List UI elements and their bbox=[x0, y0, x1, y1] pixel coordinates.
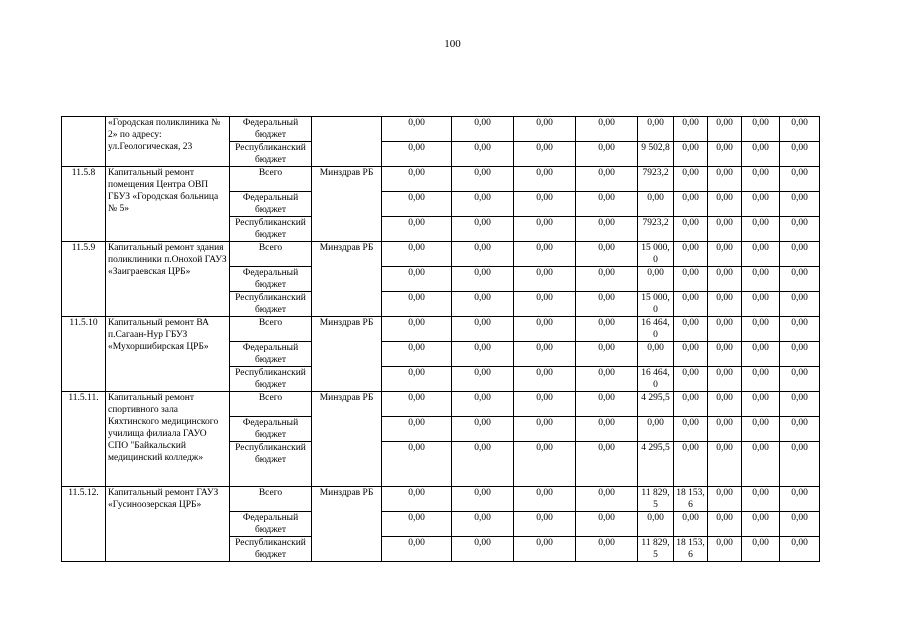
amount-cell: 0,00 bbox=[514, 142, 576, 167]
amount-cell: 0,00 bbox=[780, 342, 820, 367]
funding-source: Всего bbox=[230, 392, 312, 417]
amount-cell: 0,00 bbox=[576, 342, 638, 367]
item-code bbox=[62, 117, 106, 167]
amount-cell: 7923,2 bbox=[638, 217, 674, 242]
amount-cell: 15 000,0 bbox=[638, 292, 674, 317]
amount-cell: 0,00 bbox=[514, 167, 576, 192]
responsible-org: Минздрав РБ bbox=[312, 487, 382, 562]
amount-cell: 0,00 bbox=[780, 192, 820, 217]
amount-cell: 0,00 bbox=[674, 292, 708, 317]
funding-source: Всего bbox=[230, 242, 312, 267]
amount-cell: 0,00 bbox=[576, 392, 638, 417]
amount-cell: 0,00 bbox=[780, 242, 820, 267]
amount-cell: 0,00 bbox=[708, 392, 742, 417]
amount-cell: 0,00 bbox=[576, 217, 638, 242]
amount-cell: 0,00 bbox=[742, 442, 780, 487]
funding-source: Федеральный бюджет bbox=[230, 192, 312, 217]
amount-cell: 0,00 bbox=[780, 442, 820, 487]
item-code: 11.5.8 bbox=[62, 167, 106, 242]
amount-cell: 0,00 bbox=[638, 117, 674, 142]
amount-cell: 0,00 bbox=[742, 117, 780, 142]
amount-cell: 0,00 bbox=[638, 342, 674, 367]
page-number: 100 bbox=[444, 38, 461, 50]
amount-cell: 0,00 bbox=[514, 317, 576, 342]
amount-cell: 0,00 bbox=[674, 417, 708, 442]
amount-cell: 0,00 bbox=[742, 392, 780, 417]
amount-cell: 0,00 bbox=[742, 342, 780, 367]
table-row bbox=[62, 167, 820, 192]
amount-cell: 0,00 bbox=[674, 442, 708, 487]
amount-cell: 0,00 bbox=[638, 192, 674, 217]
amount-cell: 18 153,6 bbox=[674, 537, 708, 562]
amount-cell: 0,00 bbox=[452, 487, 514, 512]
amount-cell: 0,00 bbox=[780, 292, 820, 317]
amount-cell: 0,00 bbox=[382, 512, 452, 537]
amount-cell: 0,00 bbox=[452, 512, 514, 537]
funding-source: Республиканский бюджет bbox=[230, 292, 312, 317]
amount-cell: 0,00 bbox=[780, 537, 820, 562]
funding-source: Республиканский бюджет bbox=[230, 367, 312, 392]
amount-cell: 0,00 bbox=[708, 317, 742, 342]
amount-cell: 0,00 bbox=[780, 167, 820, 192]
funding-source: Республиканский бюджет bbox=[230, 537, 312, 562]
amount-cell: 0,00 bbox=[708, 217, 742, 242]
amount-cell: 0,00 bbox=[780, 267, 820, 292]
amount-cell: 0,00 bbox=[742, 242, 780, 267]
amount-cell: 0,00 bbox=[674, 192, 708, 217]
amount-cell: 16 464,0 bbox=[638, 367, 674, 392]
amount-cell: 0,00 bbox=[452, 317, 514, 342]
amount-cell: 0,00 bbox=[576, 267, 638, 292]
table-row bbox=[62, 117, 820, 142]
amount-cell: 0,00 bbox=[780, 417, 820, 442]
amount-cell: 0,00 bbox=[708, 192, 742, 217]
amount-cell: 0,00 bbox=[708, 417, 742, 442]
amount-cell: 0,00 bbox=[674, 217, 708, 242]
amount-cell: 0,00 bbox=[674, 142, 708, 167]
amount-cell: 0,00 bbox=[742, 317, 780, 342]
responsible-org: Минздрав РБ bbox=[312, 392, 382, 487]
amount-cell: 0,00 bbox=[674, 242, 708, 267]
amount-cell: 0,00 bbox=[382, 292, 452, 317]
amount-cell: 0,00 bbox=[576, 117, 638, 142]
amount-cell: 0,00 bbox=[742, 217, 780, 242]
amount-cell: 0,00 bbox=[638, 512, 674, 537]
amount-cell: 0,00 bbox=[742, 537, 780, 562]
amount-cell: 0,00 bbox=[742, 142, 780, 167]
amount-cell: 0,00 bbox=[382, 267, 452, 292]
amount-cell: 0,00 bbox=[382, 167, 452, 192]
amount-cell: 0,00 bbox=[514, 537, 576, 562]
table-row bbox=[62, 487, 820, 512]
amount-cell: 0,00 bbox=[452, 417, 514, 442]
amount-cell: 0,00 bbox=[708, 117, 742, 142]
funding-source: Республиканский бюджет bbox=[230, 442, 312, 487]
amount-cell: 0,00 bbox=[780, 317, 820, 342]
item-name: Капитальный ремонт помещения Центра ОВП ГБУЗ «Городская больница № 5» bbox=[106, 167, 230, 242]
amount-cell: 0,00 bbox=[382, 537, 452, 562]
funding-source: Всего bbox=[230, 167, 312, 192]
amount-cell: 0,00 bbox=[674, 342, 708, 367]
amount-cell: 0,00 bbox=[708, 292, 742, 317]
amount-cell: 0,00 bbox=[514, 267, 576, 292]
amount-cell: 0,00 bbox=[382, 417, 452, 442]
amount-cell: 0,00 bbox=[452, 392, 514, 417]
amount-cell: 0,00 bbox=[708, 242, 742, 267]
amount-cell: 0,00 bbox=[576, 142, 638, 167]
amount-cell: 0,00 bbox=[780, 512, 820, 537]
amount-cell: 0,00 bbox=[708, 442, 742, 487]
amount-cell: 0,00 bbox=[674, 367, 708, 392]
funding-source: Федеральный бюджет bbox=[230, 512, 312, 537]
amount-cell: 4 295,5 bbox=[638, 392, 674, 417]
amount-cell: 0,00 bbox=[674, 317, 708, 342]
funding-source: Республиканский бюджет bbox=[230, 142, 312, 167]
amount-cell: 0,00 bbox=[382, 317, 452, 342]
amount-cell: 0,00 bbox=[514, 292, 576, 317]
amount-cell: 0,00 bbox=[382, 367, 452, 392]
item-code: 11.5.12. bbox=[62, 487, 106, 562]
amount-cell: 0,00 bbox=[576, 417, 638, 442]
amount-cell: 0,00 bbox=[576, 537, 638, 562]
funding-source: Федеральный бюджет bbox=[230, 417, 312, 442]
amount-cell: 0,00 bbox=[514, 242, 576, 267]
funding-source: Федеральный бюджет bbox=[230, 342, 312, 367]
amount-cell: 0,00 bbox=[452, 167, 514, 192]
amount-cell: 0,00 bbox=[452, 537, 514, 562]
amount-cell: 0,00 bbox=[514, 417, 576, 442]
amount-cell: 0,00 bbox=[576, 442, 638, 487]
amount-cell: 15 000,0 bbox=[638, 242, 674, 267]
amount-cell: 0,00 bbox=[452, 242, 514, 267]
amount-cell: 0,00 bbox=[382, 342, 452, 367]
amount-cell: 0,00 bbox=[382, 442, 452, 487]
amount-cell: 0,00 bbox=[742, 417, 780, 442]
amount-cell: 0,00 bbox=[576, 192, 638, 217]
item-name: Капитальный ремонт ГАУЗ «Гусиноозерская ЦРБ» bbox=[106, 487, 230, 562]
amount-cell: 0,00 bbox=[742, 267, 780, 292]
amount-cell: 0,00 bbox=[638, 417, 674, 442]
amount-cell: 0,00 bbox=[514, 367, 576, 392]
amount-cell: 0,00 bbox=[576, 317, 638, 342]
amount-cell: 0,00 bbox=[742, 487, 780, 512]
amount-cell: 0,00 bbox=[742, 167, 780, 192]
amount-cell: 0,00 bbox=[708, 537, 742, 562]
amount-cell: 0,00 bbox=[452, 217, 514, 242]
amount-cell: 0,00 bbox=[780, 217, 820, 242]
amount-cell: 16 464,0 bbox=[638, 317, 674, 342]
amount-cell: 0,00 bbox=[452, 192, 514, 217]
amount-cell: 0,00 bbox=[708, 167, 742, 192]
amount-cell: 0,00 bbox=[780, 142, 820, 167]
amount-cell: 0,00 bbox=[576, 487, 638, 512]
amount-cell: 0,00 bbox=[576, 167, 638, 192]
amount-cell: 0,00 bbox=[742, 192, 780, 217]
responsible-org: Минздрав РБ bbox=[312, 317, 382, 392]
amount-cell: 0,00 bbox=[514, 217, 576, 242]
item-code: 11.5.11. bbox=[62, 392, 106, 487]
amount-cell: 0,00 bbox=[382, 142, 452, 167]
funding-source: Федеральный бюджет bbox=[230, 267, 312, 292]
amount-cell: 0,00 bbox=[576, 367, 638, 392]
responsible-org: Минздрав РБ bbox=[312, 167, 382, 242]
budget-table bbox=[61, 116, 820, 562]
amount-cell: 4 295,5 bbox=[638, 442, 674, 487]
amount-cell: 0,00 bbox=[452, 367, 514, 392]
amount-cell: 0,00 bbox=[674, 392, 708, 417]
amount-cell: 0,00 bbox=[576, 242, 638, 267]
amount-cell: 7923,2 bbox=[638, 167, 674, 192]
amount-cell: 0,00 bbox=[382, 487, 452, 512]
amount-cell: 0,00 bbox=[576, 512, 638, 537]
amount-cell: 0,00 bbox=[452, 342, 514, 367]
amount-cell: 0,00 bbox=[780, 392, 820, 417]
item-code: 11.5.10 bbox=[62, 317, 106, 392]
amount-cell: 0,00 bbox=[780, 487, 820, 512]
amount-cell: 0,00 bbox=[742, 367, 780, 392]
amount-cell: 0,00 bbox=[382, 217, 452, 242]
amount-cell: 0,00 bbox=[708, 342, 742, 367]
item-code: 11.5.9 bbox=[62, 242, 106, 317]
amount-cell: 0,00 bbox=[708, 512, 742, 537]
amount-cell: 0,00 bbox=[780, 117, 820, 142]
amount-cell: 0,00 bbox=[452, 142, 514, 167]
funding-source: Всего bbox=[230, 317, 312, 342]
amount-cell: 0,00 bbox=[382, 242, 452, 267]
amount-cell: 0,00 bbox=[382, 117, 452, 142]
amount-cell: 0,00 bbox=[382, 392, 452, 417]
amount-cell: 0,00 bbox=[452, 267, 514, 292]
table-row bbox=[62, 242, 820, 267]
table-row bbox=[62, 317, 820, 342]
amount-cell: 0,00 bbox=[514, 442, 576, 487]
funding-source: Республиканский бюджет bbox=[230, 217, 312, 242]
item-name: Капитальный ремонт спортивного зала Кяхтинского медицинского училища филиала ГАУО СПО "Байкальский медицинский колледж» bbox=[106, 392, 230, 487]
amount-cell: 0,00 bbox=[514, 512, 576, 537]
funding-source: Всего bbox=[230, 487, 312, 512]
amount-cell: 0,00 bbox=[452, 292, 514, 317]
amount-cell: 0,00 bbox=[674, 512, 708, 537]
amount-cell: 0,00 bbox=[452, 442, 514, 487]
amount-cell: 0,00 bbox=[674, 167, 708, 192]
amount-cell: 0,00 bbox=[514, 192, 576, 217]
amount-cell: 0,00 bbox=[742, 292, 780, 317]
amount-cell: 0,00 bbox=[382, 192, 452, 217]
amount-cell: 0,00 bbox=[742, 512, 780, 537]
amount-cell: 11 829,5 bbox=[638, 537, 674, 562]
item-name: Капитальный ремонт здания поликлиники п.Онохой ГАУЗ «Заиграевская ЦРБ» bbox=[106, 242, 230, 317]
amount-cell: 0,00 bbox=[708, 367, 742, 392]
amount-cell: 0,00 bbox=[674, 267, 708, 292]
amount-cell: 0,00 bbox=[674, 117, 708, 142]
amount-cell: 0,00 bbox=[514, 117, 576, 142]
funding-source: Федеральный бюджет bbox=[230, 117, 312, 142]
item-name: Капитальный ремонт ВА п.Сагаан-Нур ГБУЗ «Мухоршибирская ЦРБ» bbox=[106, 317, 230, 392]
amount-cell: 0,00 bbox=[780, 367, 820, 392]
amount-cell: 0,00 bbox=[514, 392, 576, 417]
responsible-org: Минздрав РБ bbox=[312, 242, 382, 317]
amount-cell: 0,00 bbox=[708, 142, 742, 167]
amount-cell: 0,00 bbox=[708, 487, 742, 512]
table-row bbox=[62, 392, 820, 417]
amount-cell: 0,00 bbox=[514, 342, 576, 367]
amount-cell: 18 153,6 bbox=[674, 487, 708, 512]
amount-cell: 0,00 bbox=[452, 117, 514, 142]
item-name: «Городская поликлиника № 2» по адресу: ул.Геологическая, 23 bbox=[106, 117, 230, 167]
amount-cell: 0,00 bbox=[514, 487, 576, 512]
responsible-org bbox=[312, 117, 382, 167]
amount-cell: 0,00 bbox=[638, 267, 674, 292]
amount-cell: 0,00 bbox=[708, 267, 742, 292]
amount-cell: 0,00 bbox=[576, 292, 638, 317]
amount-cell: 9 502,8 bbox=[638, 142, 674, 167]
amount-cell: 11 829,5 bbox=[638, 487, 674, 512]
